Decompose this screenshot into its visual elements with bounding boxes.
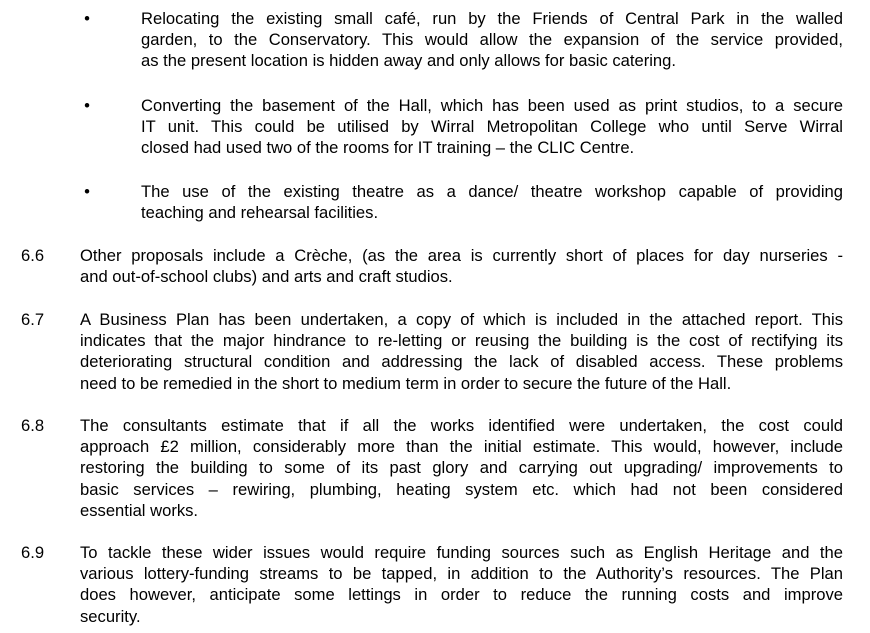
text-line: and out-of-school clubs) and arts and craft studios.	[80, 267, 453, 287]
text-line: various lottery-funding streams to be tapped, in addition to the Authority’s resources. The Plan	[80, 564, 843, 584]
paragraph-number: 6.6	[21, 246, 45, 265]
paragraph-text	[80, 542, 843, 627]
text-line: indicates that the major hindrance to re-letting or reusing the building is the cost of rectifying its	[80, 331, 843, 351]
text-line: Other proposals include a Crèche, (as the area is currently short of places for day nurseries -	[80, 246, 843, 265]
bullet-marker: •	[84, 96, 90, 115]
text-line: basic services – rewiring, plumbing, heating system etc. which had not been considered	[80, 479, 843, 499]
text-line: approach £2 million, considerably more than the initial estimate. This would, however, include	[80, 437, 843, 457]
text-line: teaching and rehearsal facilities.	[141, 203, 379, 223]
text-line: deteriorating structural condition and addressing the lack of disabled access. These problems	[80, 352, 843, 372]
text-line: To tackle these wider issues would require funding sources such as English Heritage and the	[80, 543, 843, 562]
text-line: need to be remedied in the short to medium term in order to secure the future of the Hall.	[80, 373, 732, 393]
text-line: Relocating the existing small café, run by the Friends of Central Park in the walled	[141, 9, 843, 28]
paragraph-number: 6.9	[21, 543, 45, 562]
paragraph-text	[80, 415, 843, 521]
text-line: closed had used two of the rooms for IT training – the CLIC Centre.	[141, 138, 635, 158]
bullet-text	[141, 181, 843, 223]
text-line: The consultants estimate that if all the works identified were undertaken, the cost could	[80, 416, 843, 435]
bullet-marker: •	[84, 182, 90, 201]
text-line: garden, to the Conservatory. This would allow the expansion of the service provided,	[141, 30, 843, 50]
paragraph-text	[80, 245, 843, 287]
text-line: security.	[80, 606, 141, 626]
paragraph-number: 6.8	[21, 416, 45, 435]
text-line: Converting the basement of the Hall, which has been used as print studios, to a secure	[141, 96, 843, 115]
text-line: essential works.	[80, 500, 199, 520]
text-line: A Business Plan has been undertaken, a copy of which is included in the attached report. This	[80, 310, 843, 329]
text-line: does however, anticipate some lettings in order to reduce the running costs and improve	[80, 585, 843, 605]
text-line: restoring the building to some of its past glory and carrying out upgrading/ improvements to	[80, 458, 843, 478]
bullet-text	[141, 95, 843, 159]
paragraph-number: 6.7	[21, 310, 45, 329]
text-line: IT unit. This could be utilised by Wirral Metropolitan College who until Serve Wirral	[141, 117, 843, 137]
text-line: The use of the existing theatre as a dance/ theatre workshop capable of providing	[141, 182, 843, 201]
paragraph-text	[80, 309, 843, 394]
bullet-marker: •	[84, 9, 90, 28]
text-line: as the present location is hidden away and only allows for basic catering.	[141, 51, 676, 71]
bullet-text	[141, 8, 843, 72]
